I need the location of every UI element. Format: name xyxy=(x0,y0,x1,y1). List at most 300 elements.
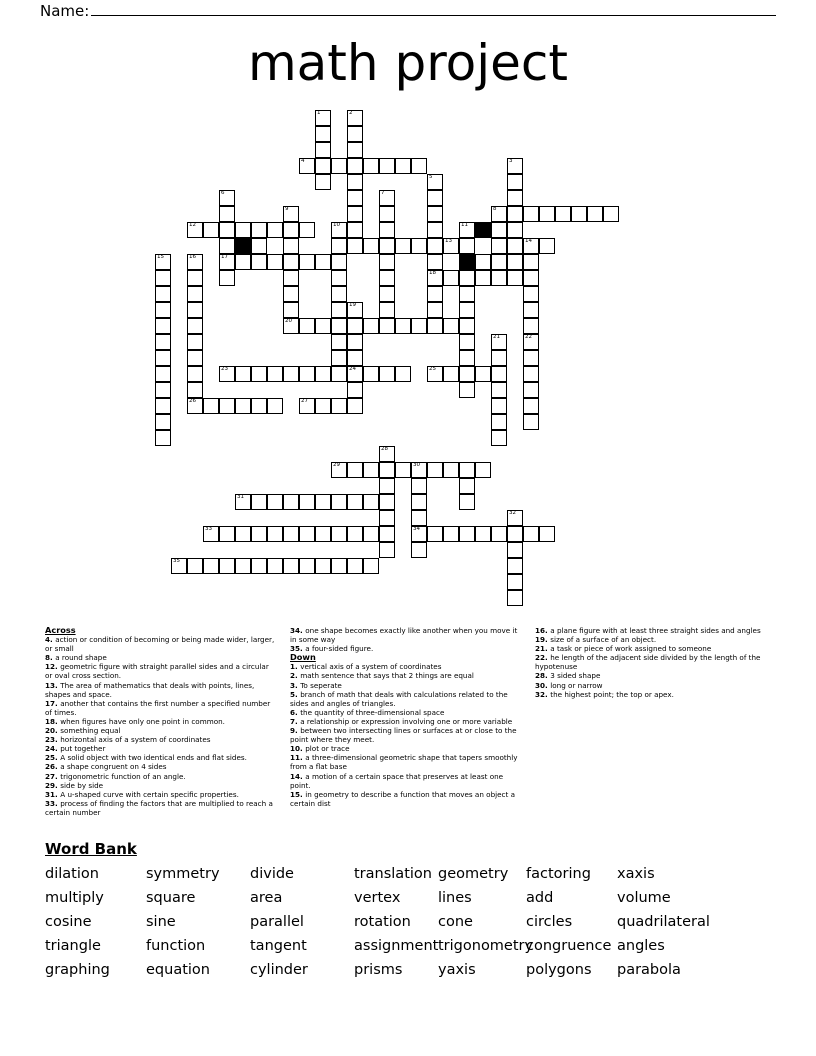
crossword-cell[interactable] xyxy=(331,254,347,270)
crossword-cell[interactable] xyxy=(427,222,443,238)
crossword-cell[interactable] xyxy=(187,302,203,318)
crossword-cell[interactable] xyxy=(267,494,283,510)
crossword-cell[interactable] xyxy=(395,462,411,478)
crossword-cell[interactable] xyxy=(315,558,331,574)
crossword-cell[interactable] xyxy=(315,126,331,142)
crossword-cell[interactable] xyxy=(411,238,427,254)
crossword-cell[interactable] xyxy=(347,334,363,350)
crossword-cell[interactable] xyxy=(379,510,395,526)
crossword-cell[interactable] xyxy=(379,478,395,494)
crossword-cell[interactable] xyxy=(523,382,539,398)
crossword-cell[interactable] xyxy=(491,350,507,366)
clue-text: geometric figure with straight parallel sides and a circular or oval cross section. xyxy=(45,662,269,681)
crossword-cell[interactable] xyxy=(347,222,363,238)
crossword-cell[interactable] xyxy=(299,494,315,510)
crossword-cell[interactable] xyxy=(331,558,347,574)
crossword-cell[interactable] xyxy=(267,222,283,238)
crossword-cell[interactable] xyxy=(379,494,395,510)
clue-text: A u-shaped curve with certain specific properties. xyxy=(60,789,239,799)
crossword-cell[interactable] xyxy=(363,318,379,334)
crossword-cell[interactable] xyxy=(331,366,347,382)
crossword-cell[interactable] xyxy=(379,286,395,302)
clue-number: 23. xyxy=(45,735,61,745)
crossword-cell-number: 22 xyxy=(525,334,532,340)
crossword-cell[interactable] xyxy=(363,494,379,510)
crossword-cell[interactable] xyxy=(379,366,395,382)
crossword-cell[interactable] xyxy=(491,414,507,430)
crossword-cell[interactable] xyxy=(235,526,251,542)
crossword-cell[interactable] xyxy=(475,366,491,382)
crossword-cell[interactable] xyxy=(427,366,443,382)
clue-text: the highest point; the top or apex. xyxy=(550,689,674,699)
crossword-cell[interactable] xyxy=(491,270,507,286)
crossword-cell[interactable] xyxy=(347,158,363,174)
crossword-cell[interactable] xyxy=(219,526,235,542)
crossword-cell[interactable] xyxy=(203,398,219,414)
crossword-cell[interactable] xyxy=(523,366,539,382)
crossword-cell[interactable] xyxy=(235,366,251,382)
crossword-cell[interactable] xyxy=(427,302,443,318)
clue-text: a motion of a certain space that preserves at least one point. xyxy=(290,771,504,790)
crossword-cell[interactable] xyxy=(379,190,395,206)
crossword-cell[interactable] xyxy=(235,398,251,414)
crossword-cell[interactable] xyxy=(411,318,427,334)
crossword-cell[interactable] xyxy=(411,494,427,510)
crossword-cell-number: 15 xyxy=(157,254,164,260)
crossword-cell[interactable] xyxy=(363,238,379,254)
crossword-cell-number: 13 xyxy=(445,238,452,244)
crossword-cell[interactable] xyxy=(507,510,523,526)
crossword-cell[interactable] xyxy=(347,350,363,366)
crossword-cell[interactable] xyxy=(299,158,315,174)
crossword-cell[interactable] xyxy=(331,318,347,334)
crossword-cell[interactable] xyxy=(491,254,507,270)
crossword-cell[interactable] xyxy=(411,526,427,542)
word-bank-word: prisms xyxy=(354,962,403,978)
crossword-cell[interactable] xyxy=(203,558,219,574)
crossword-cell[interactable] xyxy=(283,270,299,286)
crossword-cell[interactable] xyxy=(187,254,203,270)
crossword-cell[interactable] xyxy=(235,558,251,574)
crossword-cell[interactable] xyxy=(427,238,443,254)
crossword-cell[interactable] xyxy=(459,334,475,350)
crossword-cell[interactable] xyxy=(459,286,475,302)
crossword-cell[interactable] xyxy=(507,190,523,206)
crossword-cell[interactable] xyxy=(203,222,219,238)
crossword-cell[interactable] xyxy=(379,158,395,174)
crossword-cell-number: 1 xyxy=(317,110,321,116)
crossword-cell[interactable] xyxy=(347,318,363,334)
crossword-cell[interactable] xyxy=(443,526,459,542)
crossword-cell[interactable] xyxy=(347,206,363,222)
crossword-cell[interactable] xyxy=(491,526,507,542)
crossword-cell[interactable] xyxy=(187,558,203,574)
crossword-cell[interactable] xyxy=(219,206,235,222)
crossword-cell[interactable] xyxy=(283,318,299,334)
crossword-cell[interactable] xyxy=(507,206,523,222)
crossword-cell[interactable] xyxy=(187,270,203,286)
crossword-cell[interactable] xyxy=(315,174,331,190)
crossword-cell[interactable] xyxy=(491,334,507,350)
crossword-cell-blocked xyxy=(459,254,475,270)
crossword-cell[interactable] xyxy=(587,206,603,222)
crossword-cell[interactable] xyxy=(251,254,267,270)
page-title: math project xyxy=(247,34,569,92)
clue-down-15 xyxy=(290,790,523,808)
crossword-cell[interactable] xyxy=(251,238,267,254)
crossword-cell[interactable] xyxy=(507,574,523,590)
crossword-cell[interactable] xyxy=(507,158,523,174)
crossword-cell[interactable] xyxy=(347,110,363,126)
crossword-cell[interactable] xyxy=(603,206,619,222)
clue-text: put together xyxy=(60,744,106,754)
crossword-cell[interactable] xyxy=(187,318,203,334)
crossword-cell[interactable] xyxy=(299,318,315,334)
crossword-cell[interactable] xyxy=(523,414,539,430)
clue-across-13 xyxy=(45,681,278,699)
crossword-cell[interactable] xyxy=(475,254,491,270)
crossword-cell[interactable] xyxy=(331,350,347,366)
crossword-cell[interactable] xyxy=(331,494,347,510)
crossword-cell[interactable] xyxy=(523,398,539,414)
crossword-cell[interactable] xyxy=(187,286,203,302)
crossword-cell[interactable] xyxy=(523,238,539,254)
crossword-cell[interactable] xyxy=(331,334,347,350)
crossword-cell[interactable] xyxy=(443,238,459,254)
crossword-cell[interactable] xyxy=(427,526,443,542)
crossword-cell[interactable] xyxy=(219,398,235,414)
crossword-cell[interactable] xyxy=(283,366,299,382)
crossword-cell[interactable] xyxy=(267,558,283,574)
crossword-cell[interactable] xyxy=(411,158,427,174)
crossword-cell[interactable] xyxy=(315,366,331,382)
crossword-cell[interactable] xyxy=(155,286,171,302)
crossword-cell[interactable] xyxy=(155,350,171,366)
clue-text: The area of mathematics that deals with points, lines, shapes and space. xyxy=(45,680,255,699)
crossword-cell[interactable] xyxy=(507,590,523,606)
crossword-cell[interactable] xyxy=(523,254,539,270)
crossword-cell[interactable] xyxy=(219,558,235,574)
crossword-cell[interactable] xyxy=(299,398,315,414)
crossword-cell[interactable] xyxy=(251,398,267,414)
crossword-cell[interactable] xyxy=(155,382,171,398)
crossword-cell[interactable] xyxy=(459,270,475,286)
crossword-cell[interactable] xyxy=(347,526,363,542)
crossword-cell[interactable] xyxy=(395,366,411,382)
crossword-cell[interactable] xyxy=(395,158,411,174)
crossword-cell[interactable] xyxy=(507,222,523,238)
crossword-cell[interactable] xyxy=(411,542,427,558)
crossword-cell[interactable] xyxy=(411,462,427,478)
crossword-cell[interactable] xyxy=(155,334,171,350)
crossword-cell[interactable] xyxy=(427,318,443,334)
crossword-cell[interactable] xyxy=(459,318,475,334)
crossword-cell[interactable] xyxy=(315,110,331,126)
crossword-cell[interactable] xyxy=(331,270,347,286)
crossword-cell[interactable] xyxy=(459,494,475,510)
crossword-cell[interactable] xyxy=(235,254,251,270)
crossword-cell[interactable] xyxy=(379,206,395,222)
crossword-cell[interactable] xyxy=(187,398,203,414)
crossword-cell[interactable] xyxy=(251,366,267,382)
crossword-cell[interactable] xyxy=(219,254,235,270)
crossword-cell[interactable] xyxy=(331,286,347,302)
crossword-cell[interactable] xyxy=(523,286,539,302)
crossword-cell[interactable] xyxy=(523,206,539,222)
crossword-cell[interactable] xyxy=(491,382,507,398)
crossword-cell[interactable] xyxy=(219,238,235,254)
crossword-cell[interactable] xyxy=(235,494,251,510)
crossword-cell[interactable] xyxy=(539,206,555,222)
name-write-line[interactable] xyxy=(91,2,776,16)
crossword-cell[interactable] xyxy=(507,254,523,270)
clue-across-17 xyxy=(45,699,278,717)
crossword-cell[interactable] xyxy=(491,206,507,222)
crossword-cell[interactable] xyxy=(379,526,395,542)
crossword-cell[interactable] xyxy=(315,494,331,510)
crossword-cell[interactable] xyxy=(379,446,395,462)
crossword-cell[interactable] xyxy=(379,462,395,478)
crossword-cell[interactable] xyxy=(379,222,395,238)
crossword-cell[interactable] xyxy=(251,558,267,574)
clue-number: 9. xyxy=(290,726,301,736)
crossword-cell[interactable] xyxy=(379,302,395,318)
crossword-cell[interactable] xyxy=(251,494,267,510)
crossword-cell[interactable] xyxy=(299,222,315,238)
crossword-cell[interactable] xyxy=(523,350,539,366)
crossword-cell[interactable] xyxy=(491,238,507,254)
crossword-cell[interactable] xyxy=(155,270,171,286)
crossword-cell-number: 32 xyxy=(509,510,516,516)
crossword-cell[interactable] xyxy=(395,238,411,254)
crossword-cell[interactable] xyxy=(267,398,283,414)
crossword-cell[interactable] xyxy=(219,366,235,382)
crossword-cell[interactable] xyxy=(443,270,459,286)
crossword-cell[interactable] xyxy=(427,206,443,222)
crossword-cell[interactable] xyxy=(315,526,331,542)
clue-number: 30. xyxy=(535,680,551,690)
crossword-cell[interactable] xyxy=(363,462,379,478)
crossword-cell[interactable] xyxy=(315,142,331,158)
crossword-cell-number: 4 xyxy=(301,158,305,164)
crossword-cell[interactable] xyxy=(283,254,299,270)
crossword-cell[interactable] xyxy=(347,558,363,574)
crossword-cell[interactable] xyxy=(283,302,299,318)
crossword-cell[interactable] xyxy=(555,206,571,222)
crossword-cell[interactable] xyxy=(283,494,299,510)
crossword-cell[interactable] xyxy=(283,222,299,238)
crossword-cell[interactable] xyxy=(475,526,491,542)
clue-text: something equal xyxy=(60,726,121,736)
crossword-cell[interactable] xyxy=(347,302,363,318)
crossword-cell[interactable] xyxy=(459,350,475,366)
crossword-cell[interactable] xyxy=(523,334,539,350)
crossword-cell[interactable] xyxy=(347,174,363,190)
crossword-cell[interactable] xyxy=(187,222,203,238)
crossword-cell[interactable] xyxy=(315,398,331,414)
clue-number: 29. xyxy=(45,780,61,790)
crossword-cell[interactable] xyxy=(443,318,459,334)
crossword-cell[interactable] xyxy=(315,254,331,270)
word-bank-word: triangle xyxy=(45,938,101,954)
crossword-cell[interactable] xyxy=(347,382,363,398)
crossword-cell[interactable] xyxy=(331,462,347,478)
crossword-cell[interactable] xyxy=(379,318,395,334)
crossword-cell[interactable] xyxy=(443,366,459,382)
crossword-cell-number: 9 xyxy=(285,206,289,212)
crossword-cell[interactable] xyxy=(427,270,443,286)
crossword-cell[interactable] xyxy=(155,398,171,414)
crossword-cell[interactable] xyxy=(315,318,331,334)
crossword-cell[interactable] xyxy=(363,558,379,574)
crossword-cell[interactable] xyxy=(331,158,347,174)
crossword-cell[interactable] xyxy=(363,526,379,542)
crossword-cell[interactable] xyxy=(235,222,251,238)
crossword-cell[interactable] xyxy=(155,318,171,334)
crossword-cell[interactable] xyxy=(283,526,299,542)
crossword-cell[interactable] xyxy=(507,238,523,254)
crossword-cell[interactable] xyxy=(363,366,379,382)
crossword-cell[interactable] xyxy=(539,526,555,542)
crossword-cell[interactable] xyxy=(411,510,427,526)
crossword-cell-number: 3 xyxy=(509,158,513,164)
crossword-cell[interactable] xyxy=(347,366,363,382)
crossword-cell[interactable] xyxy=(459,302,475,318)
name-label: Name: xyxy=(40,2,90,20)
crossword-cell[interactable] xyxy=(523,318,539,334)
clue-number: 21. xyxy=(535,644,551,654)
crossword-cell[interactable] xyxy=(459,462,475,478)
crossword-cell[interactable] xyxy=(491,222,507,238)
crossword-cell[interactable] xyxy=(283,206,299,222)
crossword-cell[interactable] xyxy=(187,350,203,366)
crossword-cell[interactable] xyxy=(219,190,235,206)
crossword-cell[interactable] xyxy=(315,158,331,174)
crossword-cell[interactable] xyxy=(491,398,507,414)
clue-down-14 xyxy=(290,772,523,790)
crossword-cell[interactable] xyxy=(187,366,203,382)
crossword-cell[interactable] xyxy=(427,286,443,302)
crossword-cell[interactable] xyxy=(523,270,539,286)
crossword-cell[interactable] xyxy=(347,126,363,142)
crossword-cell[interactable] xyxy=(187,382,203,398)
crossword-cell[interactable] xyxy=(347,190,363,206)
crossword-cell[interactable] xyxy=(267,526,283,542)
crossword-cell[interactable] xyxy=(203,526,219,542)
crossword-cell[interactable] xyxy=(251,222,267,238)
crossword-cell[interactable] xyxy=(363,158,379,174)
crossword-cell[interactable] xyxy=(331,222,347,238)
crossword-cell[interactable] xyxy=(443,462,459,478)
clue-down-3 xyxy=(290,681,523,690)
word-bank-word: angles xyxy=(617,938,665,954)
crossword-cell[interactable] xyxy=(427,190,443,206)
crossword-cell[interactable] xyxy=(507,174,523,190)
crossword-cell[interactable] xyxy=(331,238,347,254)
crossword-cell[interactable] xyxy=(459,382,475,398)
crossword-cell[interactable] xyxy=(283,558,299,574)
crossword-cell[interactable] xyxy=(491,430,507,446)
clue-number: 25. xyxy=(45,753,61,763)
crossword-cell[interactable] xyxy=(379,542,395,558)
crossword-cell[interactable] xyxy=(331,302,347,318)
crossword-cell[interactable] xyxy=(251,526,267,542)
crossword-cell[interactable] xyxy=(523,302,539,318)
crossword-cell[interactable] xyxy=(331,526,347,542)
crossword-cell[interactable] xyxy=(475,462,491,478)
clue-number: 3. xyxy=(290,680,301,690)
crossword-cell[interactable] xyxy=(283,238,299,254)
crossword-cell[interactable] xyxy=(155,366,171,382)
crossword-cell[interactable] xyxy=(299,254,315,270)
crossword-cell[interactable] xyxy=(283,286,299,302)
crossword-cell[interactable] xyxy=(155,302,171,318)
crossword-cell[interactable] xyxy=(347,494,363,510)
crossword-cell[interactable] xyxy=(459,526,475,542)
crossword-cell[interactable] xyxy=(427,174,443,190)
crossword-cell[interactable] xyxy=(347,462,363,478)
crossword-cell[interactable] xyxy=(299,558,315,574)
crossword-cell[interactable] xyxy=(411,478,427,494)
crossword-cell[interactable] xyxy=(475,270,491,286)
crossword-cell[interactable] xyxy=(379,254,395,270)
crossword-cell[interactable] xyxy=(219,222,235,238)
crossword-cell[interactable] xyxy=(267,254,283,270)
crossword-cell[interactable] xyxy=(347,238,363,254)
clue-text: vertical axis of a system of coordinates xyxy=(300,662,442,672)
crossword-cell[interactable] xyxy=(523,526,539,542)
crossword-cell[interactable] xyxy=(427,254,443,270)
crossword-cell[interactable] xyxy=(395,318,411,334)
crossword-cell[interactable] xyxy=(507,270,523,286)
crossword-cell[interactable] xyxy=(459,366,475,382)
crossword-cell[interactable] xyxy=(299,366,315,382)
crossword-cell[interactable] xyxy=(459,478,475,494)
clue-text: size of a surface of an object. xyxy=(550,635,657,645)
crossword-cell[interactable] xyxy=(459,222,475,238)
crossword-cell[interactable] xyxy=(187,334,203,350)
crossword-cell[interactable] xyxy=(379,270,395,286)
crossword-cell-number: 30 xyxy=(413,462,420,468)
crossword-cell[interactable] xyxy=(507,558,523,574)
crossword-cell[interactable] xyxy=(155,254,171,270)
clue-text: process of finding the factors that are multiplied to reach a certain number xyxy=(45,798,273,817)
clue-text: horizontal axis of a system of coordinates xyxy=(60,735,211,745)
crossword-cell[interactable] xyxy=(459,238,475,254)
crossword-cell[interactable] xyxy=(219,270,235,286)
crossword-cell[interactable] xyxy=(539,238,555,254)
crossword-cell-number: 12 xyxy=(189,222,196,228)
clue-across-8 xyxy=(45,653,278,662)
crossword-cell[interactable] xyxy=(571,206,587,222)
crossword-cell[interactable] xyxy=(507,542,523,558)
crossword-cell[interactable] xyxy=(427,462,443,478)
word-bank-word: circles xyxy=(526,914,573,930)
crossword-cell[interactable] xyxy=(299,526,315,542)
crossword-cell[interactable] xyxy=(347,142,363,158)
crossword-cell[interactable] xyxy=(155,414,171,430)
crossword-cell[interactable] xyxy=(155,430,171,446)
crossword-cell[interactable] xyxy=(331,398,347,414)
crossword-cell[interactable] xyxy=(379,238,395,254)
crossword-cell[interactable] xyxy=(491,366,507,382)
clue-text: between two intersecting lines or surfaces at or close to the point where they meet. xyxy=(290,726,517,745)
crossword-cell[interactable] xyxy=(347,398,363,414)
crossword-cell[interactable] xyxy=(171,558,187,574)
crossword-cell[interactable] xyxy=(507,526,523,542)
crossword-cell[interactable] xyxy=(267,366,283,382)
crossword-cell-number: 25 xyxy=(429,366,436,372)
